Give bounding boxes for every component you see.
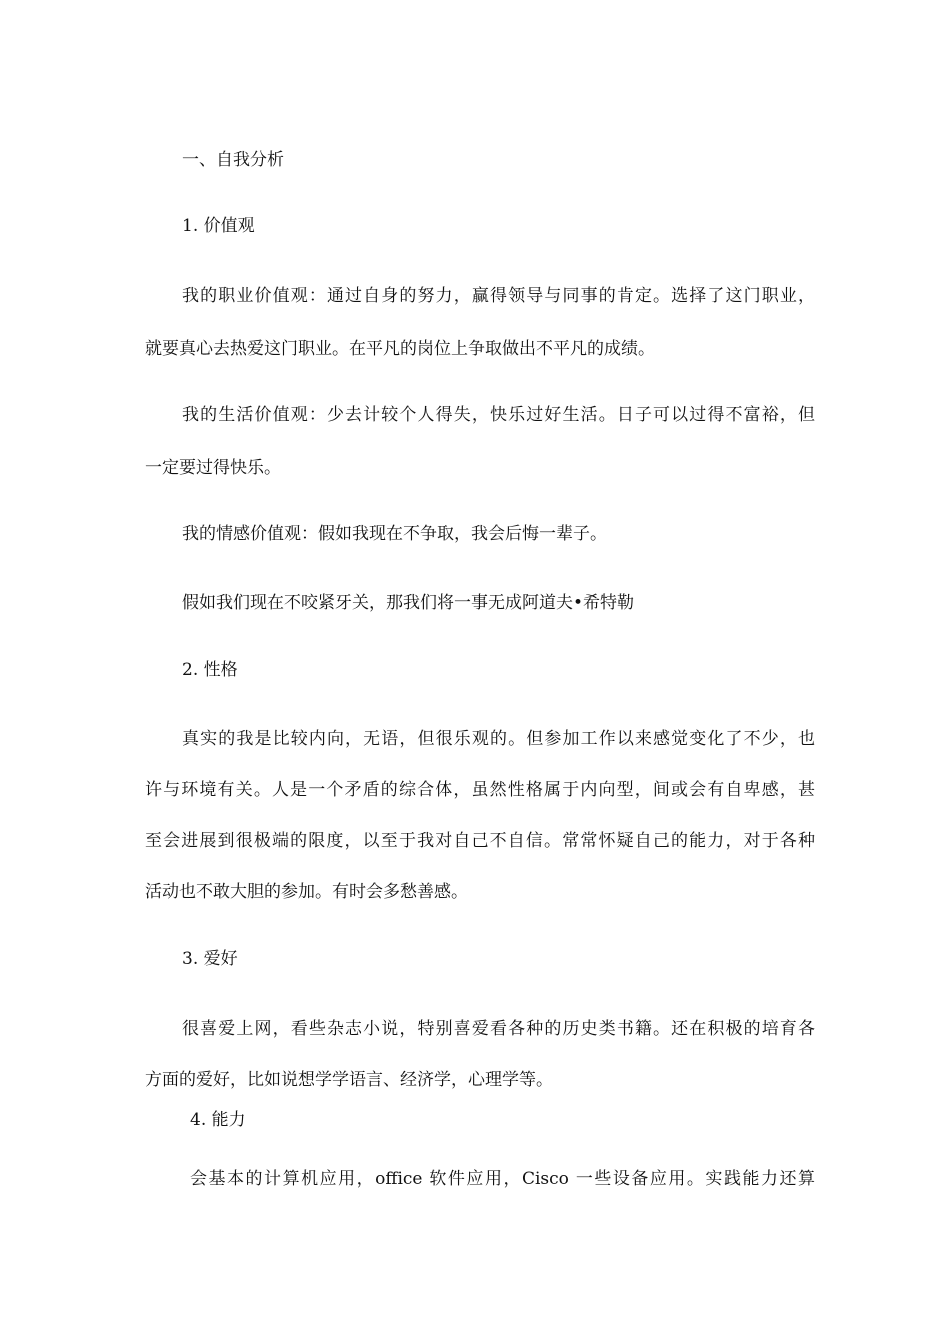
paragraph-hobbies-line-2: 方面的爱好，比如说想学学语言、经济学，心理学等。 (145, 1070, 553, 1090)
paragraph-career-value-line-2: 就要真心去热爱这门职业。在平凡的岗位上争取做出不平凡的成绩。 (145, 339, 655, 359)
paragraph-quote: 假如我们现在不咬紧牙关，那我们将一事无成阿道夫•希特勒 (182, 593, 635, 613)
section-heading-ability: 4. 能力 (190, 1110, 246, 1130)
section-heading-values: 1. 价值观 (182, 216, 255, 236)
paragraph-career-value-line-1: 我的职业价值观：通过自身的努力，赢得领导与同事的肯定。选择了这门职业， (182, 286, 815, 306)
section-heading-hobbies: 3. 爱好 (182, 949, 238, 969)
paragraph-personality-line-2: 许与环境有关。人是一个矛盾的综合体，虽然性格属于内向型，间或会有自卑感，甚 (145, 780, 815, 800)
paragraph-life-value-line-2: 一定要过得快乐。 (145, 458, 281, 478)
section-heading-personality: 2. 性格 (182, 660, 238, 680)
paragraph-personality-line-4: 活动也不敢大胆的参加。有时会多愁善感。 (145, 882, 468, 902)
paragraph-personality-line-3: 至会进展到很极端的限度，以至于我对自己不自信。常常怀疑自己的能力，对于各种 (145, 831, 815, 851)
paragraph-hobbies-line-1: 很喜爱上网，看些杂志小说，特别喜爱看各种的历史类书籍。还在积极的培育各 (182, 1019, 815, 1039)
paragraph-life-value-line-1: 我的生活价值观：少去计较个人得失，快乐过好生活。日子可以过得不富裕，但 (182, 405, 815, 425)
paragraph-ability-line-1: 会基本的计算机应用，office 软件应用，Cisco 一些设备应用。实践能力还算 (190, 1169, 815, 1189)
section-heading-self-analysis: 一、自我分析 (182, 150, 284, 170)
paragraph-emotion-value: 我的情感价值观：假如我现在不争取，我会后悔一辈子。 (182, 524, 607, 544)
paragraph-personality-line-1: 真实的我是比较内向，无语，但很乐观的。但参加工作以来感觉变化了不少，也 (182, 729, 815, 749)
